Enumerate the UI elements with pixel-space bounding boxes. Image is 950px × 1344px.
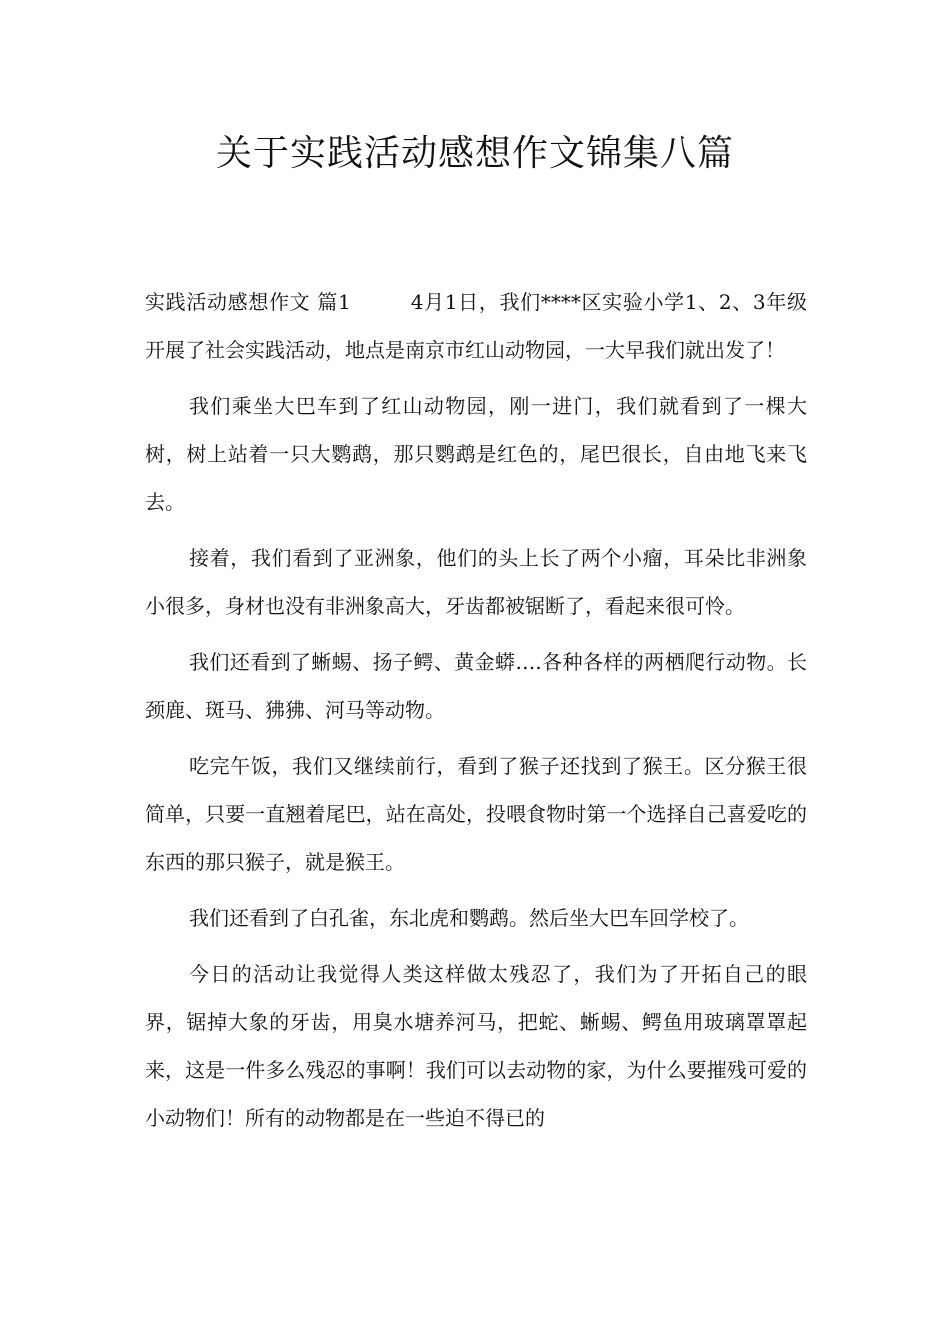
paragraph-1	[145, 278, 807, 374]
paragraph-2: 我们乘坐大巴车到了红山动物园，刚一进门，我们就看到了一棵大树，树上站着一只大鹦鹉，那只鹦鹉是红色的，尾巴很长，自由地飞来飞去。	[145, 394, 807, 514]
section-label: 实践活动感想作文 篇1	[145, 290, 351, 314]
paragraph-3: 接着，我们看到了亚洲象，他们的头上长了两个小瘤，耳朵比非洲象小很多，身材也没有非洲象高大，牙齿都被锯断了，看起来很可怜。	[145, 546, 807, 618]
paragraph-4: 我们还看到了蜥蜴、扬子鳄、黄金蟒….各种各样的两栖爬行动物。长颈鹿、斑马、狒狒、河马等动物。	[145, 650, 807, 722]
paragraph-5: 吃完午饭，我们又继续前行，看到了猴子还找到了猴王。区分猴王很简单，只要一直翘着尾巴，站在高处，投喂食物时第一个选择自己喜爱吃的东西的那只猴子，就是猴王。	[145, 754, 807, 874]
paragraph-1-text: 4月1日，我们****区实验小学1、2、3年级开展了社会实践活动，地点是南京市红山动物园，一大早我们就出发了！	[145, 290, 807, 362]
paragraph-7: 今日的活动让我觉得人类这样做太残忍了，我们为了开拓自己的眼界，锯掉大象的牙齿，用臭水塘养河马，把蛇、蜥蜴、鳄鱼用玻璃罩罩起来，这是一件多么残忍的事啊！我们可以去动物的家，为什么要摧残可爱的小动物们！所有的动物都是在一些迫不得已的	[145, 962, 807, 1130]
document-title: 关于实践活动感想作文锦集八篇	[215, 133, 734, 174]
document-body	[145, 278, 807, 1150]
paragraph-6: 我们还看到了白孔雀，东北虎和鹦鹉。然后坐大巴车回学校了。	[189, 906, 749, 930]
